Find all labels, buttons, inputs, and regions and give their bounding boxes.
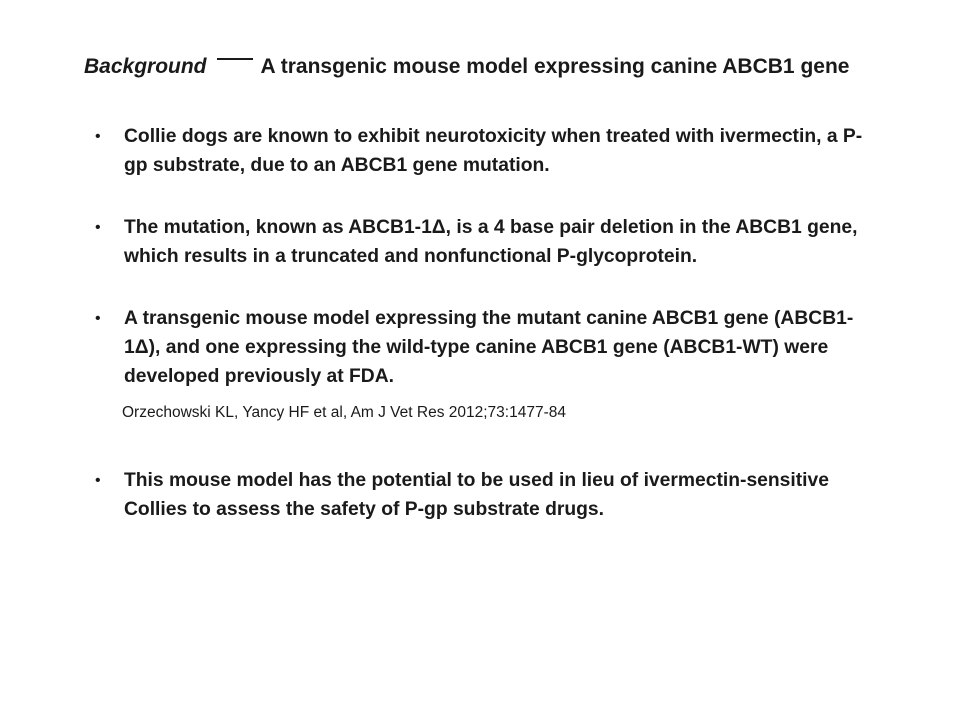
bullet-text: This mouse model has the potential to be used in lieu of ivermectin-sensitive Collies to assess the safety of P-gp substrate drugs.: [124, 470, 829, 520]
citation-reference: Orzechowski KL, Yancy HF et al, Am J Vet Res 2012;73:1477-84: [122, 404, 566, 421]
bullet-text: A transgenic mouse model expressing the mutant canine ABCB1 gene (ABCB1-1Δ), and one expressing the wild-type canine ABCB1 gene (ABCB1-WT) were developed previously at FDA.: [124, 308, 854, 387]
bullet-item: [95, 122, 885, 180]
title-background-label: Background: [84, 55, 207, 78]
bullet-icon: •: [95, 472, 101, 489]
bullet-icon: •: [95, 219, 101, 236]
slide-title: [84, 52, 944, 82]
bullet-item: [95, 466, 885, 524]
title-main-text: A transgenic mouse model expressing canine ABCB1 gene: [260, 55, 850, 78]
title-dash-icon: [217, 58, 253, 60]
bullet-list: [95, 122, 885, 524]
bullet-text: Collie dogs are known to exhibit neurotoxicity when treated with ivermectin, a P-gp substrate, due to an ABCB1 gene mutation.: [124, 126, 863, 176]
bullet-item: [95, 213, 885, 271]
bullet-item: [95, 304, 885, 391]
bullet-icon: •: [95, 310, 101, 327]
bullet-icon: •: [95, 128, 101, 145]
bullet-text: The mutation, known as ABCB1-1Δ, is a 4 base pair deletion in the ABCB1 gene, which results in a truncated and nonfunctional P-glycoprotein.: [124, 217, 858, 267]
